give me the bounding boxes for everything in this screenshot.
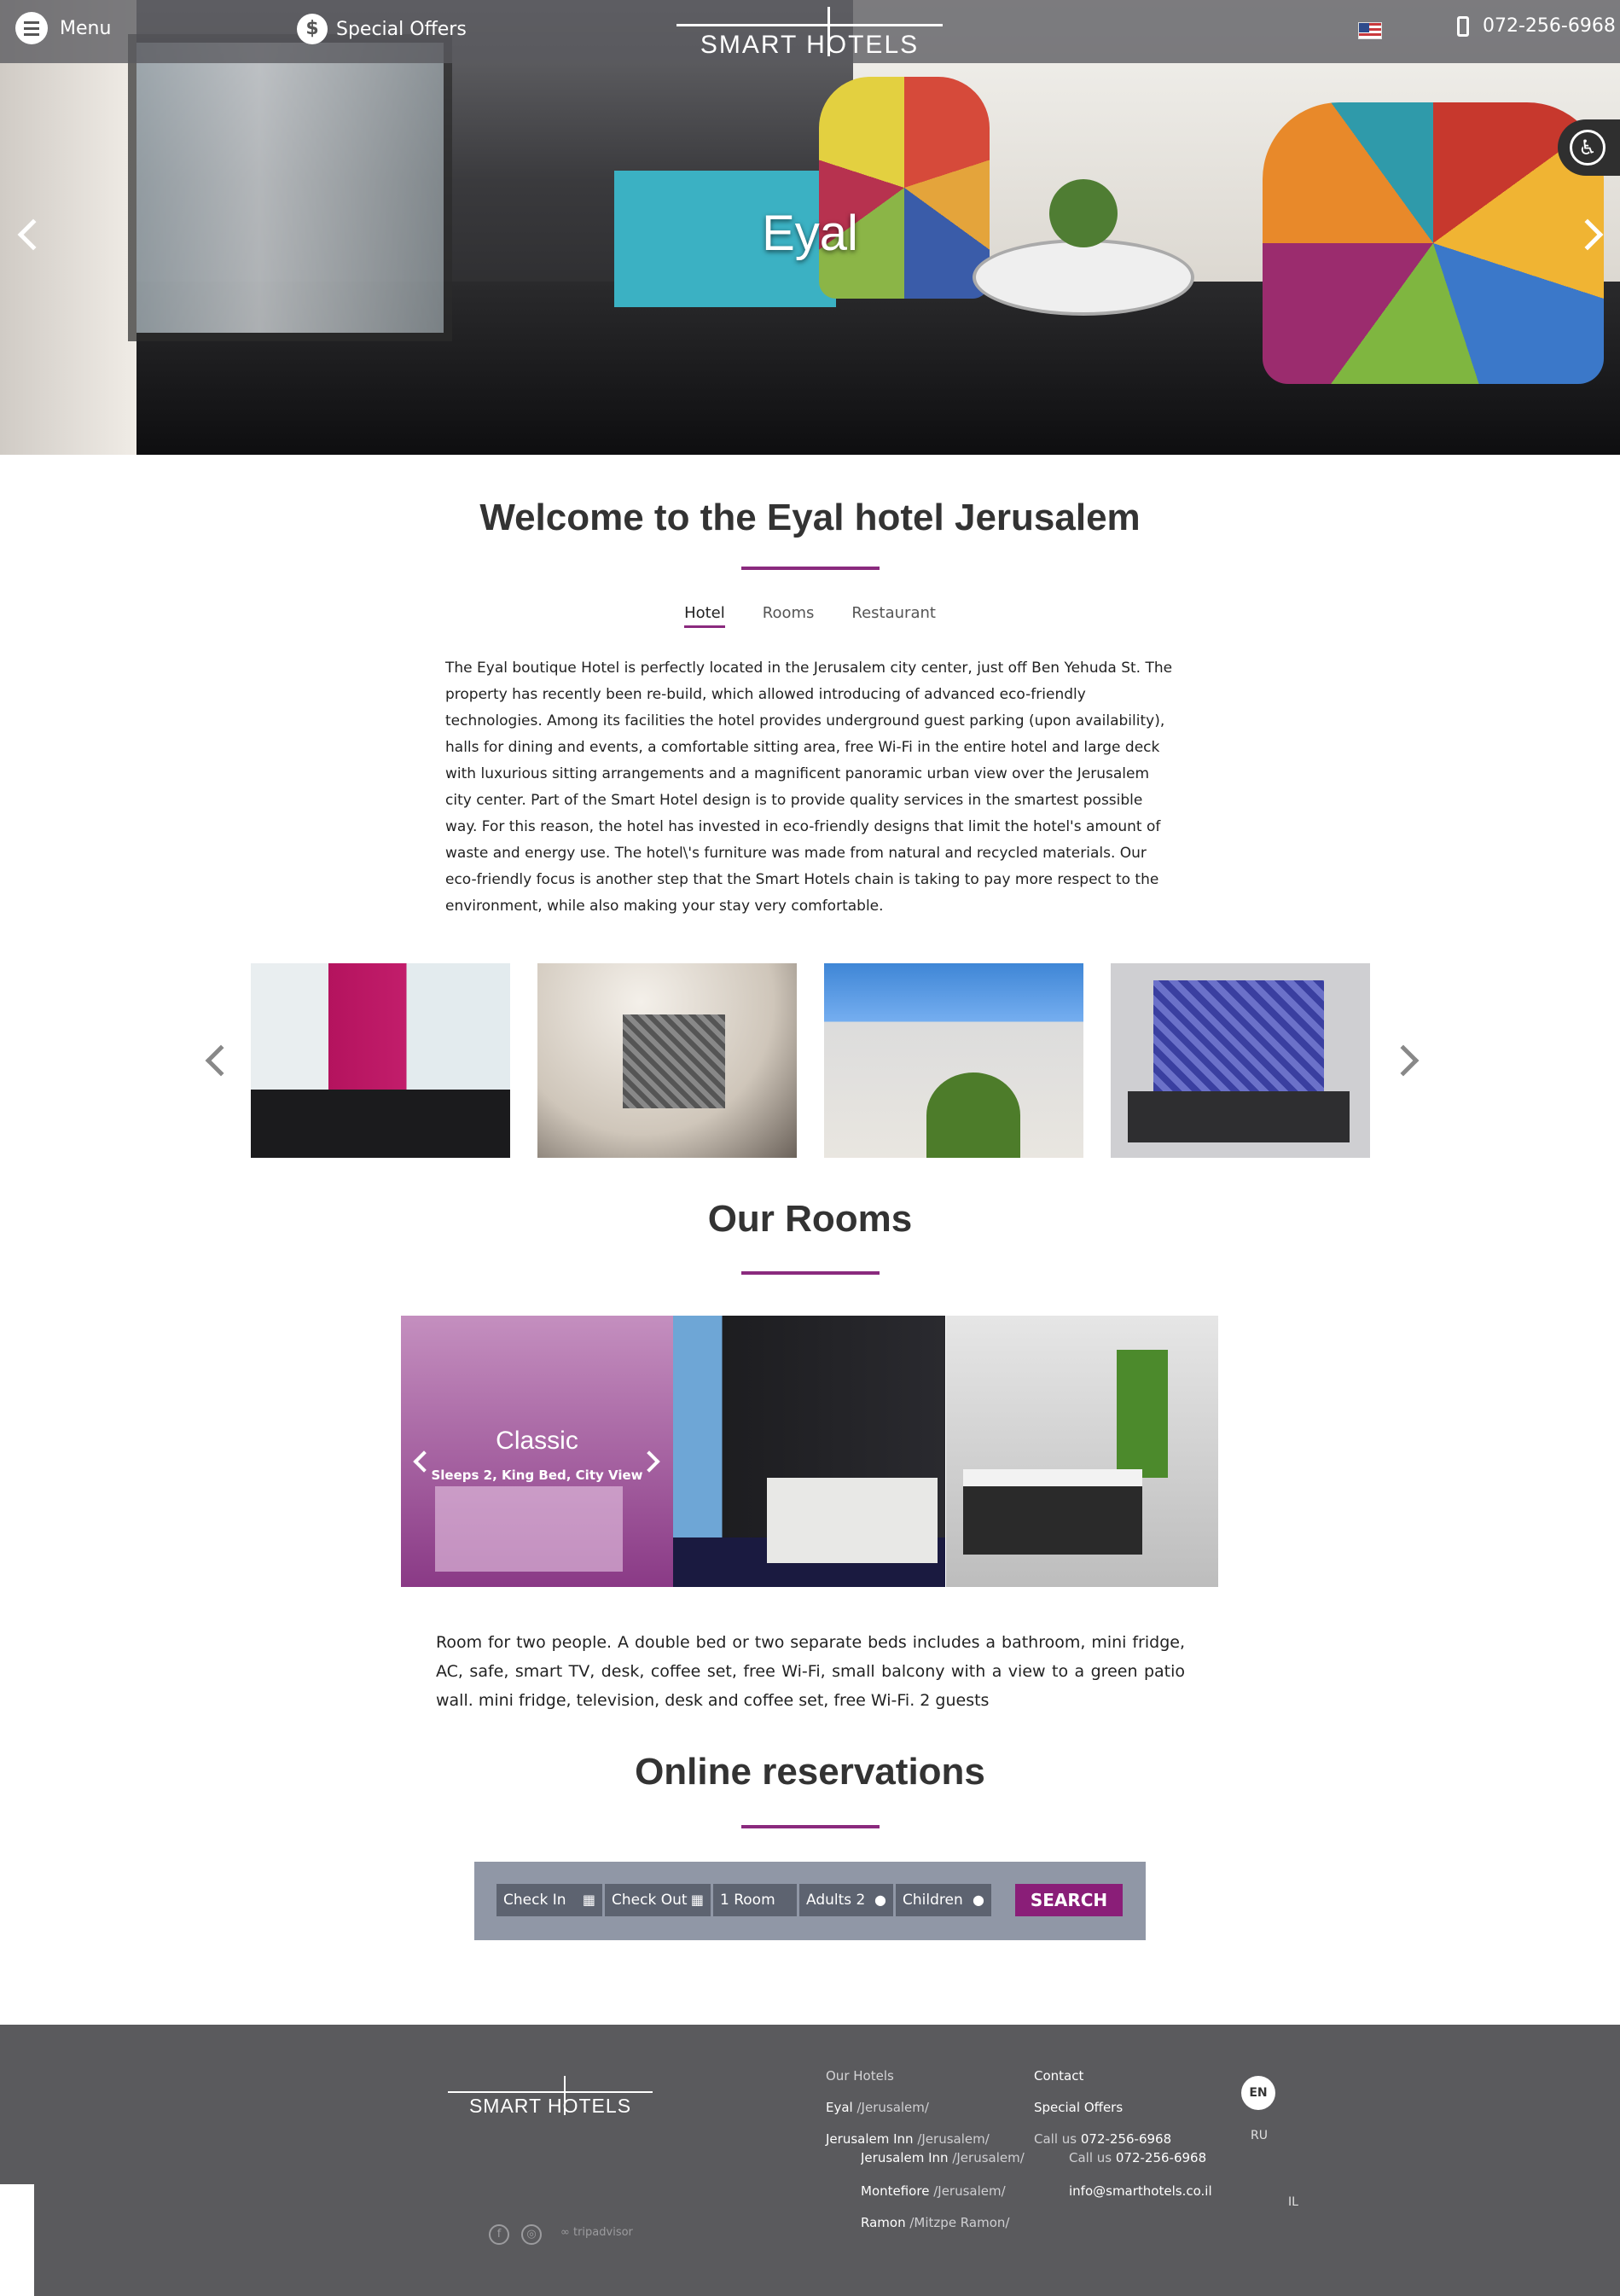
- person-icon: ●: [874, 1892, 886, 1908]
- menu-button[interactable]: [15, 12, 111, 44]
- search-button[interactable]: SEARCH: [1015, 1884, 1123, 1916]
- footer-hotel-link[interactable]: Jerusalem Inn /Jerusalem/: [826, 2131, 990, 2147]
- welcome-title: Welcome to the Eyal hotel Jerusalem: [479, 497, 1141, 538]
- special-offers-link[interactable]: [297, 14, 467, 44]
- room-card[interactable]: [673, 1316, 945, 1587]
- footer-hotels-overflow: [861, 2150, 1025, 2239]
- contact-link[interactable]: Contact: [1034, 2068, 1084, 2084]
- phone-link[interactable]: [1457, 15, 1616, 37]
- gallery-image[interactable]: [537, 963, 797, 1158]
- footer-special-offers-link[interactable]: Special Offers: [1034, 2100, 1124, 2115]
- mobile-phone-icon: [1457, 16, 1469, 37]
- footer-email-link[interactable]: info@smarthotels.co.il: [1069, 2183, 1212, 2199]
- person-icon: ●: [973, 1892, 984, 1908]
- hotel-description: The Eyal boutique Hotel is perfectly located in the Jerusalem city center, just off Ben Yehuda St. The property has recently been re-build, which allowed introducing of advanced eco-friendly technologies. Among its facilities the hotel provides underground guest parking (upon availability), halls for dining and events, a comfortable sitting area, free Wi-Fi in the entire hotel and large deck with luxurious sitting arrangements and a magnificent panoramic urban view over the Jerusalem city center. Part of the Smart Hotel design is to provide quality services in the smartest possible way. For this reason, the hotel has invested in eco-friendly designs that limit the hotel's amount of waste and energy use. The hotel\'s furniture was made from natural and recycled materials. Our eco-friendly focus is another step that the Smart Hotels chain is taking to pay more respect to the environment, while also making your stay very comfortable.: [445, 660, 1173, 915]
- children-value: Children: [903, 1892, 963, 1909]
- title-underline: [741, 1271, 880, 1275]
- hotels-header: Our Hotels: [826, 2068, 894, 2084]
- footer: [0, 2025, 1620, 2296]
- menu-label: Menu: [60, 17, 112, 39]
- dollar-icon: $: [297, 14, 328, 44]
- phone-number: 072-256-6968: [1483, 15, 1616, 37]
- social-links: [489, 2224, 633, 2245]
- gallery-next-arrow-icon[interactable]: [1388, 1045, 1420, 1077]
- hero-title: Eyal: [762, 206, 858, 261]
- top-navigation-bar: [0, 0, 1620, 63]
- adults-select[interactable]: [799, 1884, 893, 1916]
- check-out-field[interactable]: [605, 1884, 711, 1916]
- footer-contact-overflow: [1069, 2150, 1212, 2207]
- reservation-form: [474, 1862, 1146, 1940]
- tab-rooms[interactable]: Rooms: [762, 604, 815, 622]
- rooms-title: Our Rooms: [707, 1198, 913, 1240]
- rooms-select[interactable]: [713, 1884, 797, 1916]
- accessibility-button[interactable]: [1558, 119, 1620, 176]
- adults-value: Adults 2: [806, 1892, 866, 1909]
- gallery-prev-arrow-icon[interactable]: [206, 1045, 237, 1077]
- footer-logo[interactable]: [448, 2076, 653, 2117]
- footer-contact-list: [1034, 2061, 1171, 2155]
- footer-hotels-list: [826, 2061, 990, 2155]
- hamburger-icon: [15, 12, 48, 44]
- language-il[interactable]: IL: [1288, 2195, 1298, 2209]
- room-card-classic[interactable]: [401, 1316, 673, 1587]
- calendar-icon: ▦: [690, 1892, 704, 1908]
- title-underline: [741, 1825, 880, 1828]
- tripadvisor-owl-icon: ∞: [560, 2226, 570, 2239]
- reservation-title: Online reservations: [635, 1751, 985, 1793]
- tripadvisor-label: tripadvisor: [572, 2226, 633, 2239]
- special-offers-label: Special Offers: [336, 18, 467, 40]
- room-details: Sleeps 2, King Bed, City View: [431, 1468, 643, 1483]
- tripadvisor-link[interactable]: [560, 2224, 633, 2245]
- smart-hotels-logo[interactable]: [676, 7, 943, 58]
- title-underline: [741, 567, 880, 570]
- check-out-label: Check Out: [612, 1892, 688, 1909]
- tab-hotel[interactable]: Hotel: [684, 604, 725, 628]
- rooms-value: 1 Room: [720, 1892, 775, 1909]
- language-ru[interactable]: RU: [1251, 2129, 1268, 2142]
- gallery-image[interactable]: [824, 963, 1083, 1158]
- footer-hotel-link[interactable]: Ramon /Mitzpe Ramon/: [861, 2215, 1010, 2230]
- footer-hotel-link[interactable]: Montefiore /Jerusalem/: [861, 2183, 1006, 2199]
- calendar-icon: ▦: [582, 1892, 595, 1908]
- room-card[interactable]: [946, 1316, 1218, 1587]
- accessibility-icon: ♿: [1570, 130, 1605, 166]
- room-description: Room for two people. A double bed or two separate beds includes a bathroom, mini fridge, AC, safe, smart TV, desk, coffee set, free Wi-Fi, small balcony with a view to a green patio wall. mini fridge, television, desk and coffee set, free Wi-Fi. 2 guests: [436, 1633, 1185, 1710]
- info-tabs: [0, 604, 1620, 628]
- children-select[interactable]: [896, 1884, 991, 1916]
- us-flag-icon[interactable]: [1358, 22, 1382, 39]
- language-en[interactable]: EN: [1241, 2076, 1275, 2110]
- hero-door: [128, 34, 452, 341]
- footer-phone[interactable]: Call us 072-256-6968: [1069, 2150, 1207, 2165]
- footer-hotel-link[interactable]: Jerusalem Inn /Jerusalem/: [861, 2150, 1025, 2165]
- hero-chair: [819, 77, 990, 299]
- footer-phone[interactable]: Call us 072-256-6968: [1034, 2131, 1172, 2147]
- room-name: Classic: [496, 1427, 578, 1455]
- gallery-image[interactable]: [251, 963, 510, 1158]
- check-in-label: Check In: [503, 1892, 566, 1909]
- hero-banner: [0, 0, 1620, 455]
- footer-hotel-link[interactable]: Eyal /Jerusalem/: [826, 2100, 929, 2115]
- tab-restaurant[interactable]: Restaurant: [851, 604, 936, 622]
- gallery-image[interactable]: [1111, 963, 1370, 1158]
- page-corner-block: [0, 2184, 34, 2296]
- instagram-icon[interactable]: ◎: [521, 2224, 542, 2245]
- footer-logo-text: SMART HOTELS: [468, 2095, 632, 2117]
- facebook-icon[interactable]: f: [489, 2224, 509, 2245]
- check-in-field[interactable]: [496, 1884, 602, 1916]
- logo-text: SMART HOTELS: [700, 31, 920, 59]
